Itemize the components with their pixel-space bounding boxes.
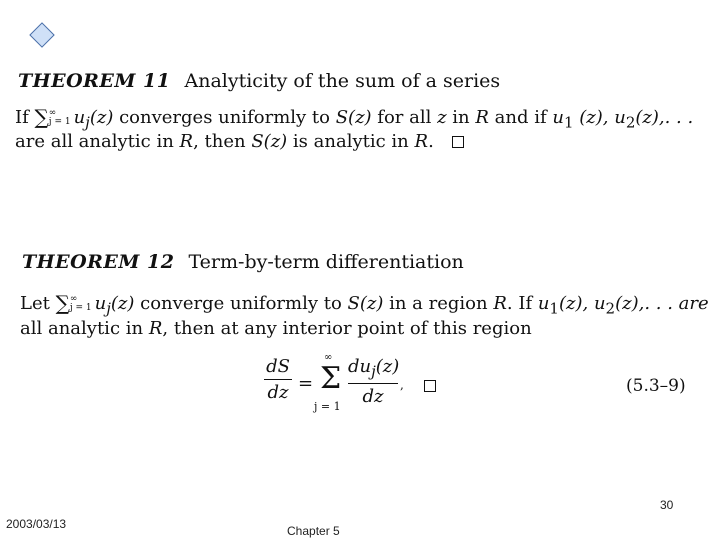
theorem-12-line-2: all analytic in R, then at any interior point of this region <box>20 318 532 339</box>
theorem-12-label: THEOREM 12 <box>22 251 175 273</box>
sum-upper-limit: ∞ <box>324 352 333 363</box>
qed-box-icon <box>452 136 464 148</box>
theorem-12-heading <box>22 251 464 273</box>
rhs-fraction: $du_j(z)$ dz <box>348 356 400 407</box>
sum-symbol: ∑ <box>34 105 49 129</box>
footer-date: 2003/03/13 <box>6 517 67 531</box>
theorem-12-line-1: Let ∑ ∞ j = 1 $u_j(z)$ converge uniformly to S(z) in a region R. If $u_1(z)$, $u_2(z)$,. . . are <box>20 291 709 318</box>
sum-symbol: ∑ <box>55 291 70 315</box>
theorem-11-line-1: If ∑ ∞ j = 1 $u_j(z)$ converges uniformly to S(z) for all z in R and if $u_1$ (z), $u_2(z)$,. . . <box>15 105 694 132</box>
sum-limits: ∞ j = 1 <box>69 294 92 313</box>
theorem-11-line-2: are all analytic in R, then S(z) is analytic in R. <box>15 131 464 152</box>
theorem-11-title: Analyticity of the sum of a series <box>184 70 501 92</box>
qed-box-icon <box>424 380 436 392</box>
sum-lower-limit: j = 1 <box>314 400 341 413</box>
theorem-12-title: Term-by-term differentiation <box>188 251 464 273</box>
equation-number: (5.3–9) <box>626 376 686 396</box>
bullet-diamond-icon <box>29 22 54 47</box>
footer-chapter: Chapter 5 <box>287 524 340 538</box>
equals-sign: = <box>298 373 314 394</box>
page-number: 30 <box>660 498 674 512</box>
lhs-fraction: dS dz <box>264 356 292 403</box>
theorem-11-label: THEOREM 11 <box>18 70 171 92</box>
theorem-11-heading <box>18 70 500 92</box>
sum-symbol: Σ <box>320 361 342 396</box>
term-u: u <box>73 107 86 128</box>
sum-limits: ∞ j = 1 <box>48 108 71 127</box>
equation-comma: , <box>400 378 404 392</box>
text-if: If <box>15 107 29 128</box>
